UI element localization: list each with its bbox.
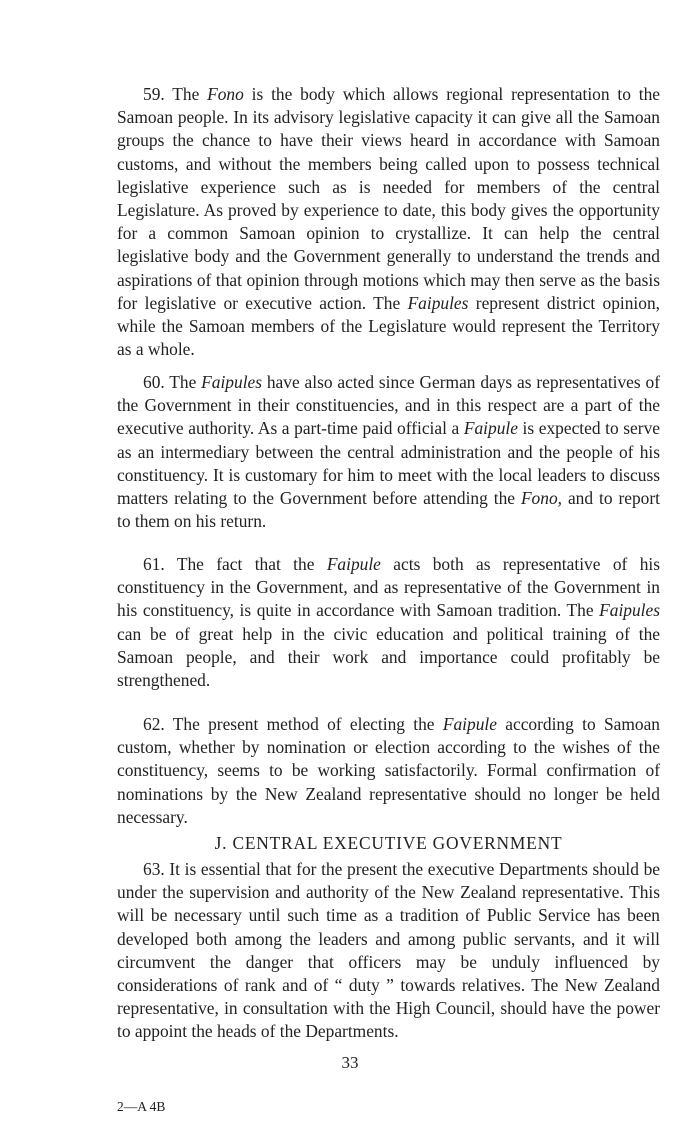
text-run: and to report to them on his return. bbox=[117, 488, 660, 532]
italic-term: Faipule bbox=[463, 418, 518, 439]
text-run: have also acted since German days as representatives of the Government in their constituencies, and in this respect are a part of the executive authority. As a part-time paid official a bbox=[117, 372, 660, 439]
paragraph-number: 62. bbox=[143, 714, 173, 734]
text-run: The fact that the bbox=[176, 554, 327, 574]
paragraph-number: 59. bbox=[143, 84, 173, 104]
footer-code: 2—A 4B bbox=[117, 1099, 166, 1114]
paragraph-number: 61. bbox=[143, 554, 177, 574]
text-run: The bbox=[172, 84, 208, 104]
text-run: It is essential that for the present the executive Departments should be under the supervision and authority of the New Zealand representative. This will be necessary until such time as a tradition of Public Service has been developed both among the leaders and among public servants, and it will circumvent the danger that officers may be unduly influenced by considerations of rank and of “ duty ” towards relatives. The New Zealand representative, in consultation with the High Council, should have the power to appoint the heads of the Departments. bbox=[117, 859, 660, 1042]
italic-term: Faipules bbox=[201, 372, 263, 392]
text-run: The present method of electing the bbox=[172, 714, 443, 734]
text-run: The bbox=[169, 372, 202, 392]
italic-term: Faipule bbox=[442, 714, 497, 734]
text-run: can be of great help in the civic education and political training of the Samoan people, and their work and importance could profitably be strengthened. bbox=[117, 623, 660, 691]
italic-term: Faipules bbox=[599, 600, 660, 621]
paragraph-62 bbox=[117, 713, 660, 829]
italic-term: Faipule bbox=[326, 554, 381, 574]
italic-term: Fono, bbox=[520, 488, 562, 509]
paragraph-59 bbox=[117, 83, 660, 361]
paragraph-61 bbox=[117, 553, 660, 692]
text-run: is expected to serve as an intermediary between the central administration and the people of his constituency. It is customary for him to meet with the local leaders to discuss matters relating to the Government before attending the bbox=[117, 418, 660, 509]
paragraph-60 bbox=[117, 371, 660, 533]
text-run: represent district opinion, while the Samoan members of the Legislature would represent the Territory as a whole. bbox=[117, 292, 661, 360]
text-run: is the body which allows regional representation to the Samoan people. In its advisory legislative capacity it can give all the Samoan groups the chance to have their views heard in accordance with Samoan customs, and without the members being called upon to possess technical legislative experience such as is needed for members of the central Legislature. As proved by experience to date, this body gives the opportunity for a common Samoan opinion to crystallize. It can help the central legislative body and the Government generally to understand the trends and aspirations of that opinion through motions which may then serve as the basis for legislative or executive action. The bbox=[117, 84, 660, 313]
paragraph-63 bbox=[117, 858, 660, 1044]
section-heading: J. CENTRAL EXECUTIVE GOVERNMENT bbox=[214, 833, 563, 853]
italic-term: Faipules bbox=[407, 292, 469, 313]
paragraph-number: 60. bbox=[143, 372, 170, 392]
italic-term: Fono bbox=[207, 84, 244, 104]
text-run: acts both as representative of his constituency in the Government, and as representative of the Government in his constituency, is quite in accordance with Samoan tradition. The bbox=[117, 554, 660, 621]
page-number: 33 bbox=[341, 1053, 359, 1072]
text-run: according to Samoan custom, whether by nomination or election according to the wishes of the constituency, seems to be working satisfactorily. Formal confirmation of nominations by the New Zealand representative should no longer be held necessary. bbox=[117, 714, 660, 827]
paragraph-number: 63. bbox=[143, 859, 170, 879]
